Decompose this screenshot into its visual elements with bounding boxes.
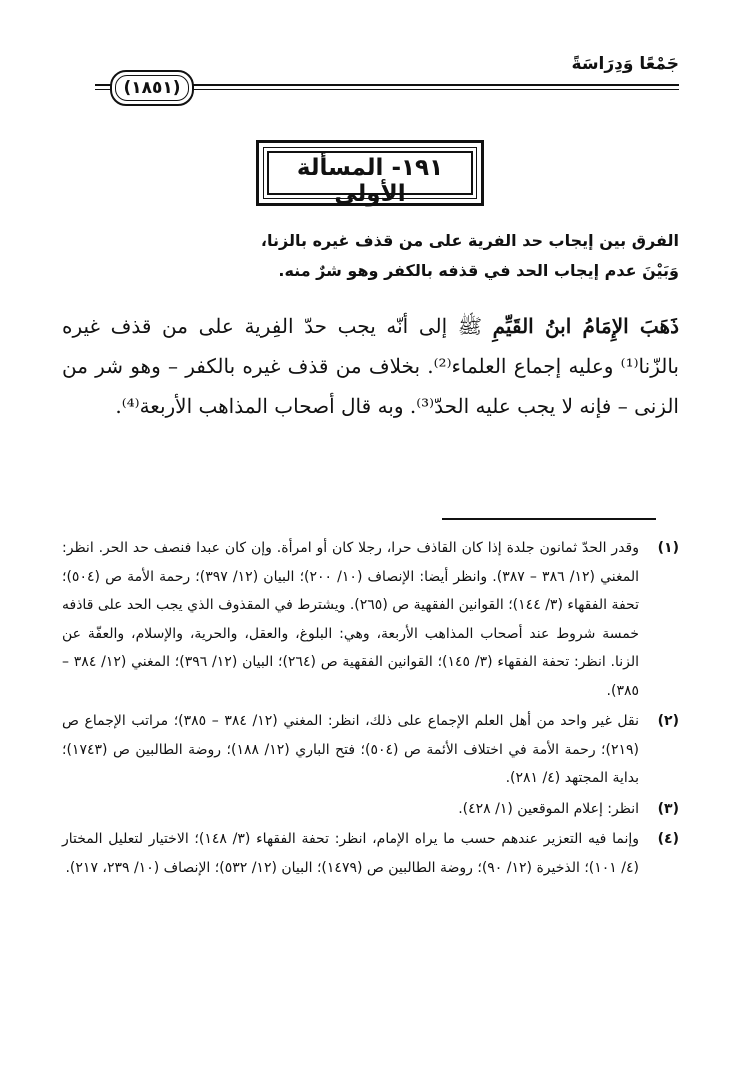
subtitle-line-1: الفرق بين إيجاب حد الفرية على من قذف غيره بالزنا،: [260, 231, 679, 250]
footnote-4: [62, 825, 679, 882]
section-title-frame: [256, 140, 484, 206]
section-title: ١٩١- المسألة الأولى: [296, 155, 444, 207]
footnote-number: (٣): [657, 800, 679, 817]
footnotes: [62, 534, 679, 884]
footnote-text: وإنما فيه التعزير عندهم حسب ما يراه الإمام، انظر: تحفة الفقهاء (٣/ ١٤٨)؛ الاختيار لتعليل المختار (٤/ ١٠١)؛ الذخيرة (١٢/ ٩٠)؛ روضة الطالبين ص (١٤٧٩)؛ البيان (١٢/ ٥٣٢)؛ الإنصاف (١٠/ ٢٣٩، ٢١٧).: [62, 831, 640, 876]
section-subtitle: [120, 226, 679, 286]
running-header-title: جَمْعًا وَدِرَاسَةً: [571, 54, 679, 74]
honorific-glyph: ﷺ: [457, 314, 482, 338]
main-lead: ذَهَبَ الإِمَامُ ابنُ القَيِّمِ: [492, 314, 679, 338]
footnote-2: [62, 707, 679, 793]
footnote-number: (١): [657, 540, 679, 556]
footnote-number: (٤): [657, 831, 679, 847]
footnote-separator: [442, 518, 656, 520]
main-text: إلى أنّه يجب حدّ الفِرية على من قذف غيره بالزّنا⁽¹⁾ وعليه إجماع العلماء⁽²⁾. بخلاف من قذف غيره بالكفر – وهو شر من الزنى – فإنه لا يجب عليه الحدّ⁽³⁾. وبه قال أصحاب المذاهب الأربعة⁽⁴⁾.: [62, 314, 679, 418]
footnote-text: انظر: إعلام الموقعين (١/ ٤٢٨).: [458, 800, 639, 817]
page-number: (١٨٥١): [110, 70, 194, 106]
main-paragraph: [62, 306, 679, 426]
footnote-1: [62, 534, 679, 705]
subtitle-line-2: وَبَيْنَ عدم إيجاب الحد في قذفه بالكفر وهو شرٌ منه.: [278, 261, 679, 280]
footnote-text: وقدر الحدّ ثمانون جلدة إذا كان القاذف حرا، رجلا كان أو امرأة. وإن كان عبدا فنصف حد الحر. انظر: المغني (١٢/ ٣٨٦ – ٣٨٧). وانظر أيضا: الإنصاف (١٠/ ٢٠٠)؛ البيان (١٢/ ٣٩٧)؛ رحمة الأمة ص (٥٠٤)؛ تحفة الفقهاء (٣/ ١٤٤)؛ القوانين الفقهية ص (٢٦٥). ويشترط في المقذوف الذي يجب الحد على قاذفه خمسة شروط عند أصحاب المذاهب الأربعة، وهي: البلوغ، والعقل، والحرية، والإسلام، والعفّة عن الزنا. انظر: تحفة الفقهاء (٣/ ١٤٥)؛ القوانين الفقهية ص (٢٦٤)؛ البيان (١٢/ ٣٩٦)؛ المغني (١٢/ ٣٨٤ – ٣٨٥).: [62, 540, 640, 699]
footnote-text: نقل غير واحد من أهل العلم الإجماع على ذلك، انظر: المغني (١٢/ ٣٨٤ – ٣٨٥)؛ مراتب الإجماع ص (٢١٩)؛ رحمة الأمة في اختلاف الأئمة ص (٥٠٤)؛ فتح الباري (١٢/ ١٨٨)؛ روضة الطالبين ص (١٧٤٣)؛ بداية المجتهد (٤/ ٢٨١).: [62, 713, 640, 786]
footnote-3: [62, 795, 679, 824]
footnote-number: (٢): [657, 713, 679, 729]
